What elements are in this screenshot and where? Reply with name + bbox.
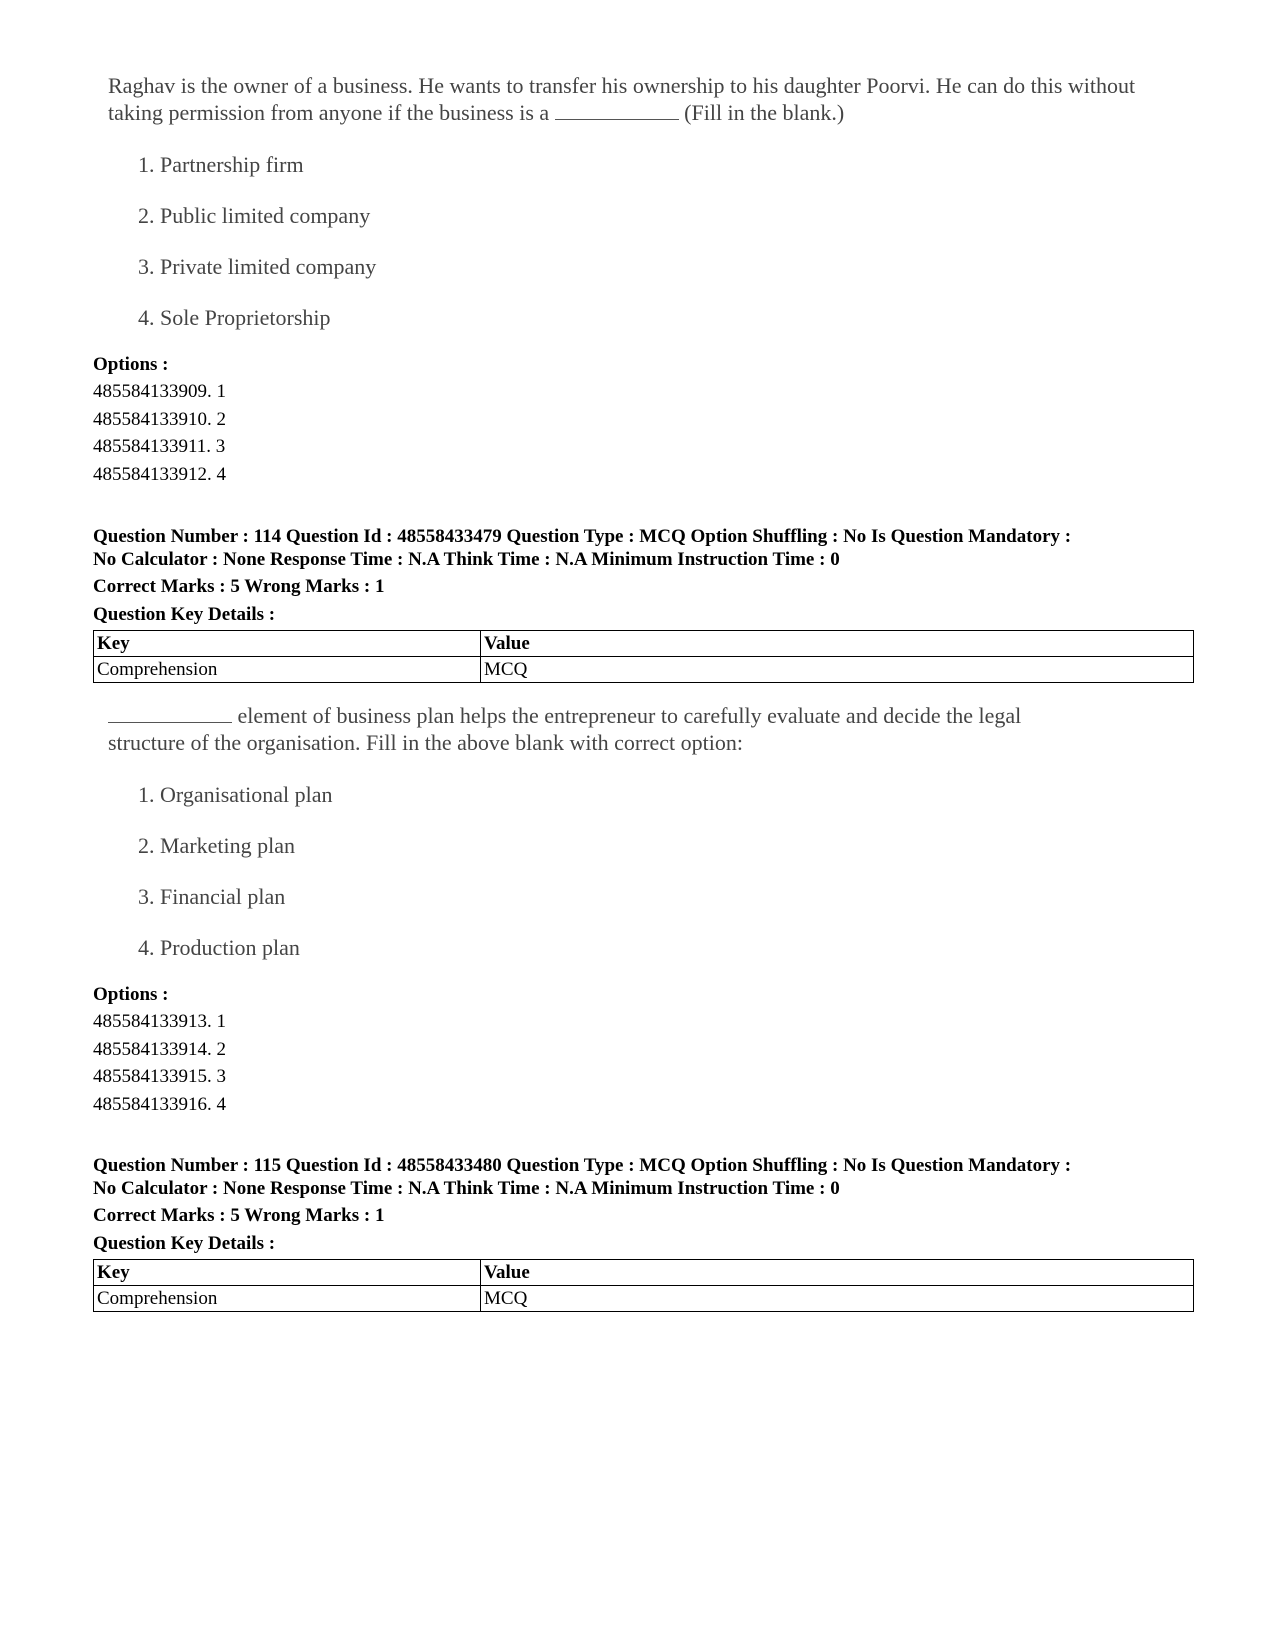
question-header: Question Number : 114 Question Id : 48558433479 Question Type : MCQ Option Shuffling : No Is Question Mandatory : bbox=[93, 526, 1072, 547]
key-header: Key bbox=[94, 631, 481, 657]
value-cell: MCQ bbox=[481, 657, 1194, 683]
answer-option: 3. Private limited company bbox=[138, 254, 377, 279]
answer-option: 2. Marketing plan bbox=[138, 833, 296, 858]
key-cell: Comprehension bbox=[94, 657, 481, 683]
answer-option: 3. Financial plan bbox=[138, 884, 286, 909]
question-header: No Calculator : None Response Time : N.A Think Time : N.A Minimum Instruction Time : 0 bbox=[93, 549, 840, 570]
key-details-label: Question Key Details : bbox=[93, 1233, 276, 1254]
answer-option: 4. Sole Proprietorship bbox=[138, 305, 331, 330]
question-stem bbox=[108, 72, 1148, 126]
key-cell: Comprehension bbox=[94, 1286, 481, 1312]
answer-option: 2. Public limited company bbox=[138, 203, 371, 228]
option-id: 485584133916. 4 bbox=[93, 1094, 226, 1115]
marks-line: Correct Marks : 5 Wrong Marks : 1 bbox=[93, 576, 385, 597]
option-id: 485584133913. 1 bbox=[93, 1011, 226, 1032]
answer-option: 1. Organisational plan bbox=[138, 782, 333, 807]
value-header: Value bbox=[481, 1260, 1194, 1286]
option-id: 485584133912. 4 bbox=[93, 464, 226, 485]
value-header: Value bbox=[481, 631, 1194, 657]
answer-option: 4. Production plan bbox=[138, 935, 300, 960]
stem-text: Raghav is the owner of a business. He wants to transfer his ownership to his daughter Poorvi. He can do this without taking permission from anyone if the business is a bbox=[108, 73, 1136, 125]
stem-text: element of business plan helps the entrepreneur to carefully evaluate and decide the legal bbox=[237, 703, 1022, 728]
fill-blank bbox=[555, 101, 679, 120]
table-row bbox=[94, 657, 1194, 683]
fill-blank bbox=[108, 704, 232, 723]
table-header-row bbox=[94, 1260, 1194, 1286]
table-row bbox=[94, 1286, 1194, 1312]
key-details-label: Question Key Details : bbox=[93, 604, 276, 625]
key-details-table bbox=[93, 630, 1194, 683]
question-header: Question Number : 115 Question Id : 48558433480 Question Type : MCQ Option Shuffling : No Is Question Mandatory : bbox=[93, 1155, 1072, 1176]
question-114-image bbox=[108, 702, 1148, 972]
option-id: 485584133915. 3 bbox=[93, 1066, 226, 1087]
stem-text-suffix: (Fill in the blank.) bbox=[684, 100, 845, 125]
key-details-table bbox=[93, 1259, 1194, 1312]
option-id: 485584133911. 3 bbox=[93, 436, 226, 457]
answer-option: 1. Partnership firm bbox=[138, 152, 304, 177]
options-label: Options : bbox=[93, 354, 169, 375]
question-header: No Calculator : None Response Time : N.A Think Time : N.A Minimum Instruction Time : 0 bbox=[93, 1178, 840, 1199]
option-id: 485584133910. 2 bbox=[93, 409, 226, 430]
value-cell: MCQ bbox=[481, 1286, 1194, 1312]
option-id: 485584133914. 2 bbox=[93, 1039, 226, 1060]
key-header: Key bbox=[94, 1260, 481, 1286]
stem-text: structure of the organisation. Fill in the above blank with correct option: bbox=[108, 730, 744, 755]
table-header-row bbox=[94, 631, 1194, 657]
options-label: Options : bbox=[93, 984, 169, 1005]
question-113-image bbox=[108, 72, 1148, 342]
marks-line: Correct Marks : 5 Wrong Marks : 1 bbox=[93, 1205, 385, 1226]
question-stem bbox=[108, 702, 1148, 756]
option-id: 485584133909. 1 bbox=[93, 381, 226, 402]
